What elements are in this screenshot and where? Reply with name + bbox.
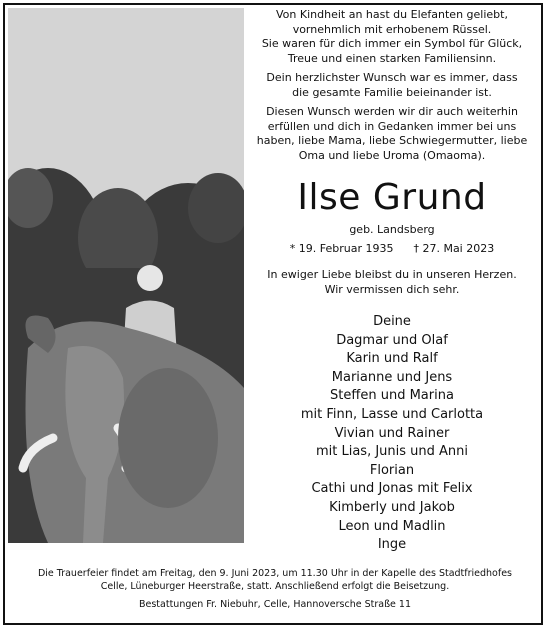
poem-line: Oma und liebe Uroma (Omaoma). bbox=[298, 148, 486, 162]
family-line: Florian bbox=[369, 462, 415, 478]
family-line: Karin und Ralf bbox=[346, 351, 438, 367]
poem-line: erfüllen und dich in Gedanken immer bei uns bbox=[267, 119, 517, 133]
poem-stanza bbox=[250, 71, 534, 100]
death-date: † 27. Mai 2023 bbox=[413, 242, 495, 255]
life-dates bbox=[250, 242, 534, 255]
funeral-line: Celle, Lüneburger Heerstraße, statt. Anschließend erfolgt die Beisetzung. bbox=[100, 581, 450, 592]
deceased-name: Ilse Grund bbox=[297, 177, 487, 218]
poem-line: vornehmlich mit erhobenem Rüssel. bbox=[292, 22, 492, 36]
birth-name: geb. Landsberg bbox=[349, 223, 435, 236]
family-line: Kimberly und Jakob bbox=[329, 499, 455, 515]
poem-line: Sie waren für dich immer ein Symbol für Glück, bbox=[261, 37, 523, 50]
family-line: mit Finn, Lasse und Carlotta bbox=[300, 406, 484, 422]
family-line: Dagmar und Olaf bbox=[336, 332, 448, 348]
poem-line: haben, liebe Mama, liebe Schwiegermutter, liebe bbox=[256, 134, 528, 147]
birth-date: * 19. Februar 1935 bbox=[289, 242, 394, 255]
funeral-line: Die Trauerfeier findet am Freitag, den 9. Juni 2023, um 11.30 Uhr in der Kapelle des Stadtfriedhofes bbox=[37, 568, 513, 579]
poem-line: Treue und einen starken Familiensinn. bbox=[287, 51, 497, 65]
family-line: Cathi und Jonas mit Felix bbox=[311, 481, 473, 497]
family-line: Marianne und Jens bbox=[331, 369, 453, 385]
motto bbox=[250, 268, 534, 297]
poem-line: Diesen Wunsch werden wir dir auch weiterhin bbox=[266, 105, 518, 118]
poem-stanza bbox=[250, 105, 534, 163]
poem-stanza bbox=[250, 8, 534, 66]
poem-line: Von Kindheit an hast du Elefanten geliebt, bbox=[276, 8, 508, 21]
motto-line: Wir vermissen dich sehr. bbox=[324, 282, 460, 296]
poem-line: die gesamte Familie beieinander ist. bbox=[292, 85, 492, 99]
funeral-notice bbox=[8, 567, 542, 593]
family-line: Vivian und Rainer bbox=[334, 425, 450, 441]
footer bbox=[8, 567, 542, 611]
family-line: Inge bbox=[377, 537, 407, 553]
family-list bbox=[250, 313, 534, 555]
portrait-photo bbox=[8, 8, 244, 543]
text-column bbox=[250, 8, 534, 555]
undertaker: Bestattungen Fr. Niebuhr, Celle, Hannoversche Straße 11 bbox=[138, 599, 412, 610]
family-line: Deine bbox=[373, 314, 411, 329]
family-line: mit Lias, Junis und Anni bbox=[315, 444, 469, 460]
poem-line: Dein herzlichster Wunsch war es immer, dass bbox=[266, 71, 518, 84]
family-line: Steffen und Marina bbox=[330, 388, 454, 404]
family-line: Leon und Madlin bbox=[338, 518, 446, 534]
motto-line: In ewiger Liebe bleibst du in unseren Herzen. bbox=[267, 268, 517, 281]
poem bbox=[250, 8, 534, 163]
